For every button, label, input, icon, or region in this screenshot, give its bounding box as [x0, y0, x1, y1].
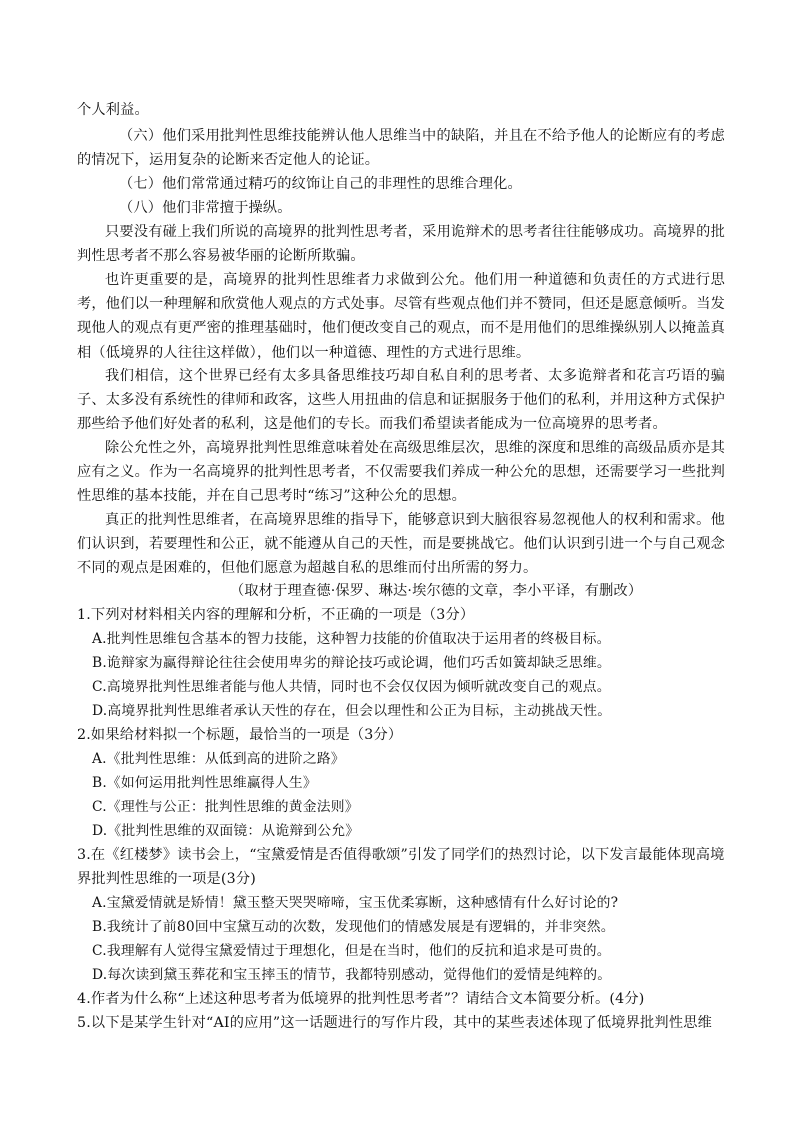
question-stem: 3.在《红楼梦》读书会上，“宝黛爱情是否值得歌颂”引发了同学们的热烈讨论，以下发言最能体现高境界批判性思维的一项是(3分): [77, 847, 725, 887]
question-stem: 4.作者为什么称“上述这种思考者为低境界的批判性思考者”？请结合文本简要分析。(4分): [77, 991, 645, 1007]
passage-paragraph: （六）他们采用批判性思维技能辨认他人思维当中的缺陷，并且在不给予他人的论断应有的考虑的情况下，运用复杂的论断来否定他人的论证。: [77, 128, 725, 169]
passage-paragraph: 只要没有碰上我们所说的高境界的批判性思考者，采用诡辩术的思考者往往能够成功。高境界的批判性思考者不那么容易被华丽的论断所欺骗。: [77, 224, 725, 265]
passage-paragraph: 个人利益。: [77, 102, 149, 118]
passage-paragraph: （八）他们非常擅于操纵。: [119, 200, 292, 216]
option-item: B.诡辩家为赢得辩论往往会使用卑劣的辩论技巧或论调，他们巧舌如簧却缺乏思维。: [92, 655, 611, 671]
option-item: D.高境界批判性思维者承认天性的存在，但会以理性和公正为目标，主动挑战天性。: [92, 703, 612, 719]
option-item: A.宝黛爱情就是矫情！黛玉整天哭哭啼啼，宝玉优柔寡断，这种感情有什么好讨论的?: [92, 895, 619, 911]
option-item: B.《如何运用批判性思维赢得人生》: [92, 775, 317, 791]
option-item: B.我统计了前80回中宝黛互动的次数，发现他们的情感发展是有逻辑的，并非突然。: [92, 919, 615, 935]
option-item: C.《理性与公正：批判性思维的黄金法则》: [92, 799, 359, 815]
passage-paragraph: 我们相信，这个世界已经有太多具备思维技巧却自私自利的思考者、太多诡辩者和花言巧语的骗子、太多没有系统性的律师和政客，这些人用扭曲的信息和证据服务于他们的私利，并用这种方式保护那些给予他们好处者的私利，这是他们的专长。而我们希望读者能成为一位高境界的思考者。: [77, 368, 725, 433]
option-item: C.我理解有人觉得宝黛爱情过于理想化，但是在当时，他们的反抗和追求是可贵的。: [92, 943, 611, 959]
question-stem: 2.如果给材料拟一个标题，最恰当的一项是（3分）: [77, 727, 403, 743]
option-item: D.《批判性思维的双面镜：从诡辩到公允》: [92, 823, 360, 839]
passage-paragraph: 真正的批判性思维者，在高境界思维的指导下，能够意识到大脑很容易忽视他人的权利和需求。他们认识到，若要理性和公正，就不能遵从自己的天性，而是要挑战它。他们认识到引进一个与自己观念不同的观点是困难的，但他们愿意为超越自私的思维而付出所需的努力。: [77, 512, 725, 577]
option-item: A.批判性思维包含基本的智力技能，这种智力技能的价值取决于运用者的终极目标。: [92, 631, 611, 647]
passage-paragraph: （七）他们常常通过精巧的纹饰让自己的非理性的思维合理化。: [119, 176, 522, 192]
passage-paragraph: 也许更重要的是，高境界的批判性思维者力求做到公允。他们用一种道德和负责任的方式进行思考，他们以一种理解和欣赏他人观点的方式处事。尽管有些观点他们并不赞同，但还是愿意倾听。当发现他人的观点有更严密的推理基础时，他们便改变自己的观点，而不是用他们的思维操纵别人以掩盖真相（低境界的人往往这样做），他们以一种道德、理性的方式进行思维。: [77, 272, 725, 361]
question-stem: 5.以下是某学生针对“AI的应用”这一话题进行的写作片段，其中的某些表述体现了低境界批判性思维: [77, 1015, 712, 1031]
option-item: C.高境界批判性思维者能与他人共情，同时也不会仅仅因为倾听就改变自己的观点。: [92, 679, 611, 695]
question-stem: 1.下列对材料相关内容的理解和分析，不正确的一项是（3分）: [77, 607, 475, 623]
passage-paragraph: 除公允性之外，高境界批判性思维意味着处在高级思维层次，思维的深度和思维的高级品质亦是其应有之义。作为一名高境界的批判性思考者，不仅需要我们养成一种公允的思想，还需要学习一些批判性思维的基本技能，并在自己思考时“练习”这种公允的思想。: [77, 440, 725, 505]
option-item: A.《批判性思维：从低到高的进阶之路》: [92, 751, 345, 767]
source-note: （取材于理查德·保罗、琳达·埃尔德的文章，李小平译，有删改）: [230, 583, 643, 599]
option-item: D.每次读到黛玉葬花和宝玉摔玉的情节，我都特别感动，觉得他们的爱情是纯粹的。: [92, 967, 612, 983]
